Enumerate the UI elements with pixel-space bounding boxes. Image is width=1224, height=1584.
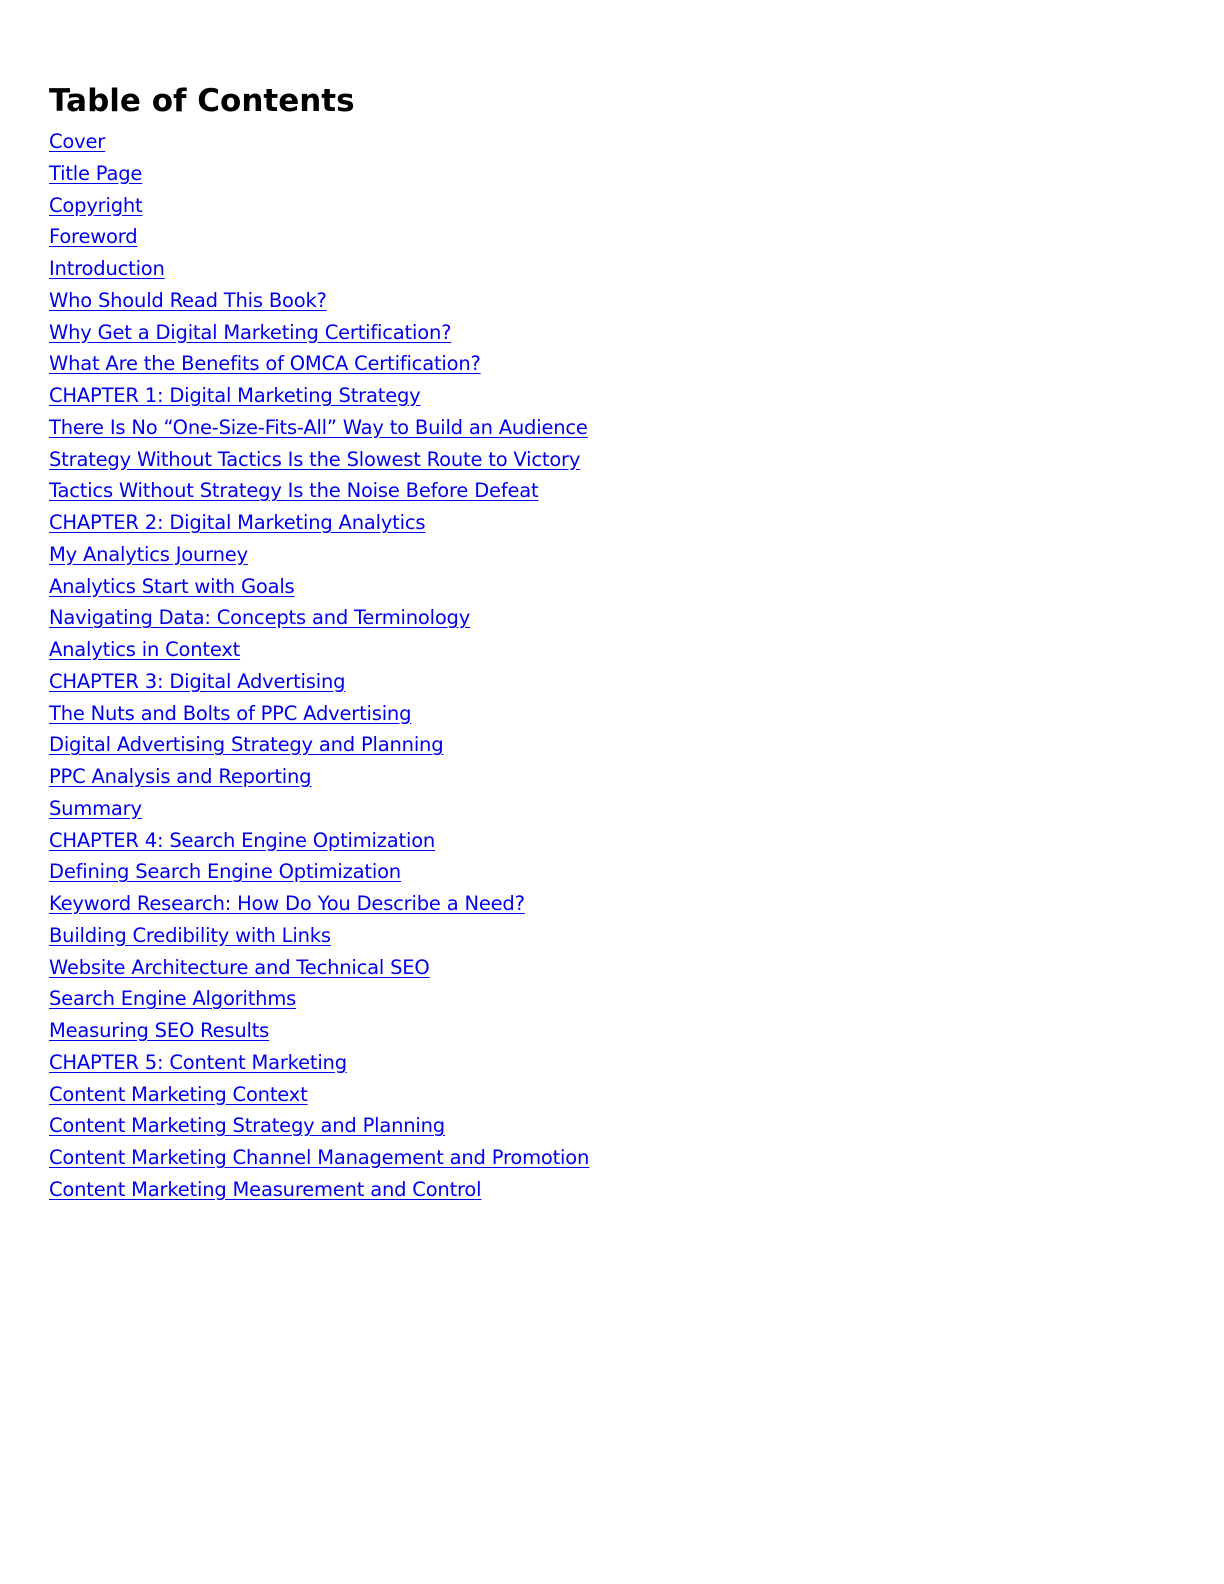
toc-entry	[49, 412, 1169, 444]
toc-link[interactable]: What Are the Benefits of OMCA Certification?	[49, 352, 481, 376]
toc-link[interactable]: Defining Search Engine Optimization	[49, 860, 401, 884]
toc-entry	[49, 126, 1169, 158]
toc-entry	[49, 1047, 1169, 1079]
toc-link[interactable]: Who Should Read This Book?	[49, 288, 327, 312]
toc-entry	[49, 285, 1169, 317]
toc-entry	[49, 856, 1169, 888]
toc-entry	[49, 444, 1169, 476]
toc-entry	[49, 190, 1169, 222]
toc-link[interactable]: The Nuts and Bolts of PPC Advertising	[49, 701, 412, 725]
toc-link[interactable]: Why Get a Digital Marketing Certification?	[49, 320, 452, 344]
toc-link[interactable]: Title Page	[49, 161, 143, 185]
toc-entry	[49, 158, 1169, 190]
toc-link[interactable]: Content Marketing Strategy and Planning	[49, 1114, 445, 1138]
toc-entry	[49, 729, 1169, 761]
toc-entry	[49, 221, 1169, 253]
document-page	[49, 82, 1169, 1206]
toc-link[interactable]: Keyword Research: How Do You Describe a Need?	[49, 892, 525, 915]
toc-link[interactable]: Cover	[49, 130, 106, 153]
toc-link[interactable]: Summary	[49, 796, 142, 820]
toc-link[interactable]: Building Credibility with Links	[49, 923, 331, 947]
toc-entry	[49, 380, 1169, 412]
toc-link[interactable]: Content Marketing Measurement and Control	[49, 1177, 482, 1201]
toc-entry	[49, 253, 1169, 285]
toc-entry	[49, 761, 1169, 793]
toc-link[interactable]: Content Marketing Channel Management and Promotion	[49, 1146, 590, 1169]
toc-entry	[49, 1110, 1169, 1142]
toc-link[interactable]: Copyright	[49, 193, 143, 217]
toc-link[interactable]: Digital Advertising Strategy and Planning	[49, 733, 444, 757]
toc-link[interactable]: CHAPTER 1: Digital Marketing Strategy	[49, 384, 421, 407]
toc-entry	[49, 475, 1169, 507]
toc-entry	[49, 666, 1169, 698]
toc-link[interactable]: Measuring SEO Results	[49, 1019, 270, 1042]
toc-entry	[49, 698, 1169, 730]
toc-link[interactable]: Content Marketing Context	[49, 1082, 308, 1106]
toc-link[interactable]: CHAPTER 3: Digital Advertising	[49, 669, 346, 693]
toc-link[interactable]: Analytics in Context	[49, 638, 241, 661]
toc-link[interactable]: Strategy Without Tactics Is the Slowest Route to Victory	[49, 447, 581, 471]
toc-entry	[49, 825, 1169, 857]
toc-link[interactable]: Introduction	[49, 257, 165, 280]
toc-entry	[49, 952, 1169, 984]
toc-entry	[49, 571, 1169, 603]
toc-entry	[49, 348, 1169, 380]
toc-entry	[49, 602, 1169, 634]
toc-link[interactable]: Foreword	[49, 225, 138, 249]
toc-entry	[49, 920, 1169, 952]
toc-entry	[49, 317, 1169, 349]
toc-list	[49, 126, 1169, 1206]
toc-entry	[49, 1015, 1169, 1047]
toc-entry	[49, 1174, 1169, 1206]
toc-link[interactable]: CHAPTER 5: Content Marketing	[49, 1050, 347, 1074]
toc-entry	[49, 634, 1169, 666]
toc-link[interactable]: CHAPTER 2: Digital Marketing Analytics	[49, 511, 426, 534]
toc-link[interactable]: PPC Analysis and Reporting	[49, 765, 312, 788]
toc-link[interactable]: Tactics Without Strategy Is the Noise Before Defeat	[49, 479, 539, 503]
toc-entry	[49, 507, 1169, 539]
toc-entry	[49, 983, 1169, 1015]
toc-entry	[49, 888, 1169, 920]
toc-title: Table of Contents	[49, 83, 355, 119]
toc-link[interactable]: Analytics Start with Goals	[49, 574, 295, 598]
toc-link[interactable]: There Is No “One-Size-Fits-All” Way to Build an Audience	[49, 415, 588, 439]
toc-link[interactable]: Search Engine Algorithms	[49, 987, 297, 1011]
toc-entry	[49, 1142, 1169, 1174]
toc-entry	[49, 1079, 1169, 1111]
toc-link[interactable]: Website Architecture and Technical SEO	[49, 955, 430, 979]
toc-link[interactable]: Navigating Data: Concepts and Terminology	[49, 606, 471, 630]
toc-entry	[49, 539, 1169, 571]
toc-entry	[49, 793, 1169, 825]
toc-link[interactable]: CHAPTER 4: Search Engine Optimization	[49, 828, 436, 852]
toc-link[interactable]: My Analytics Journey	[49, 542, 248, 566]
